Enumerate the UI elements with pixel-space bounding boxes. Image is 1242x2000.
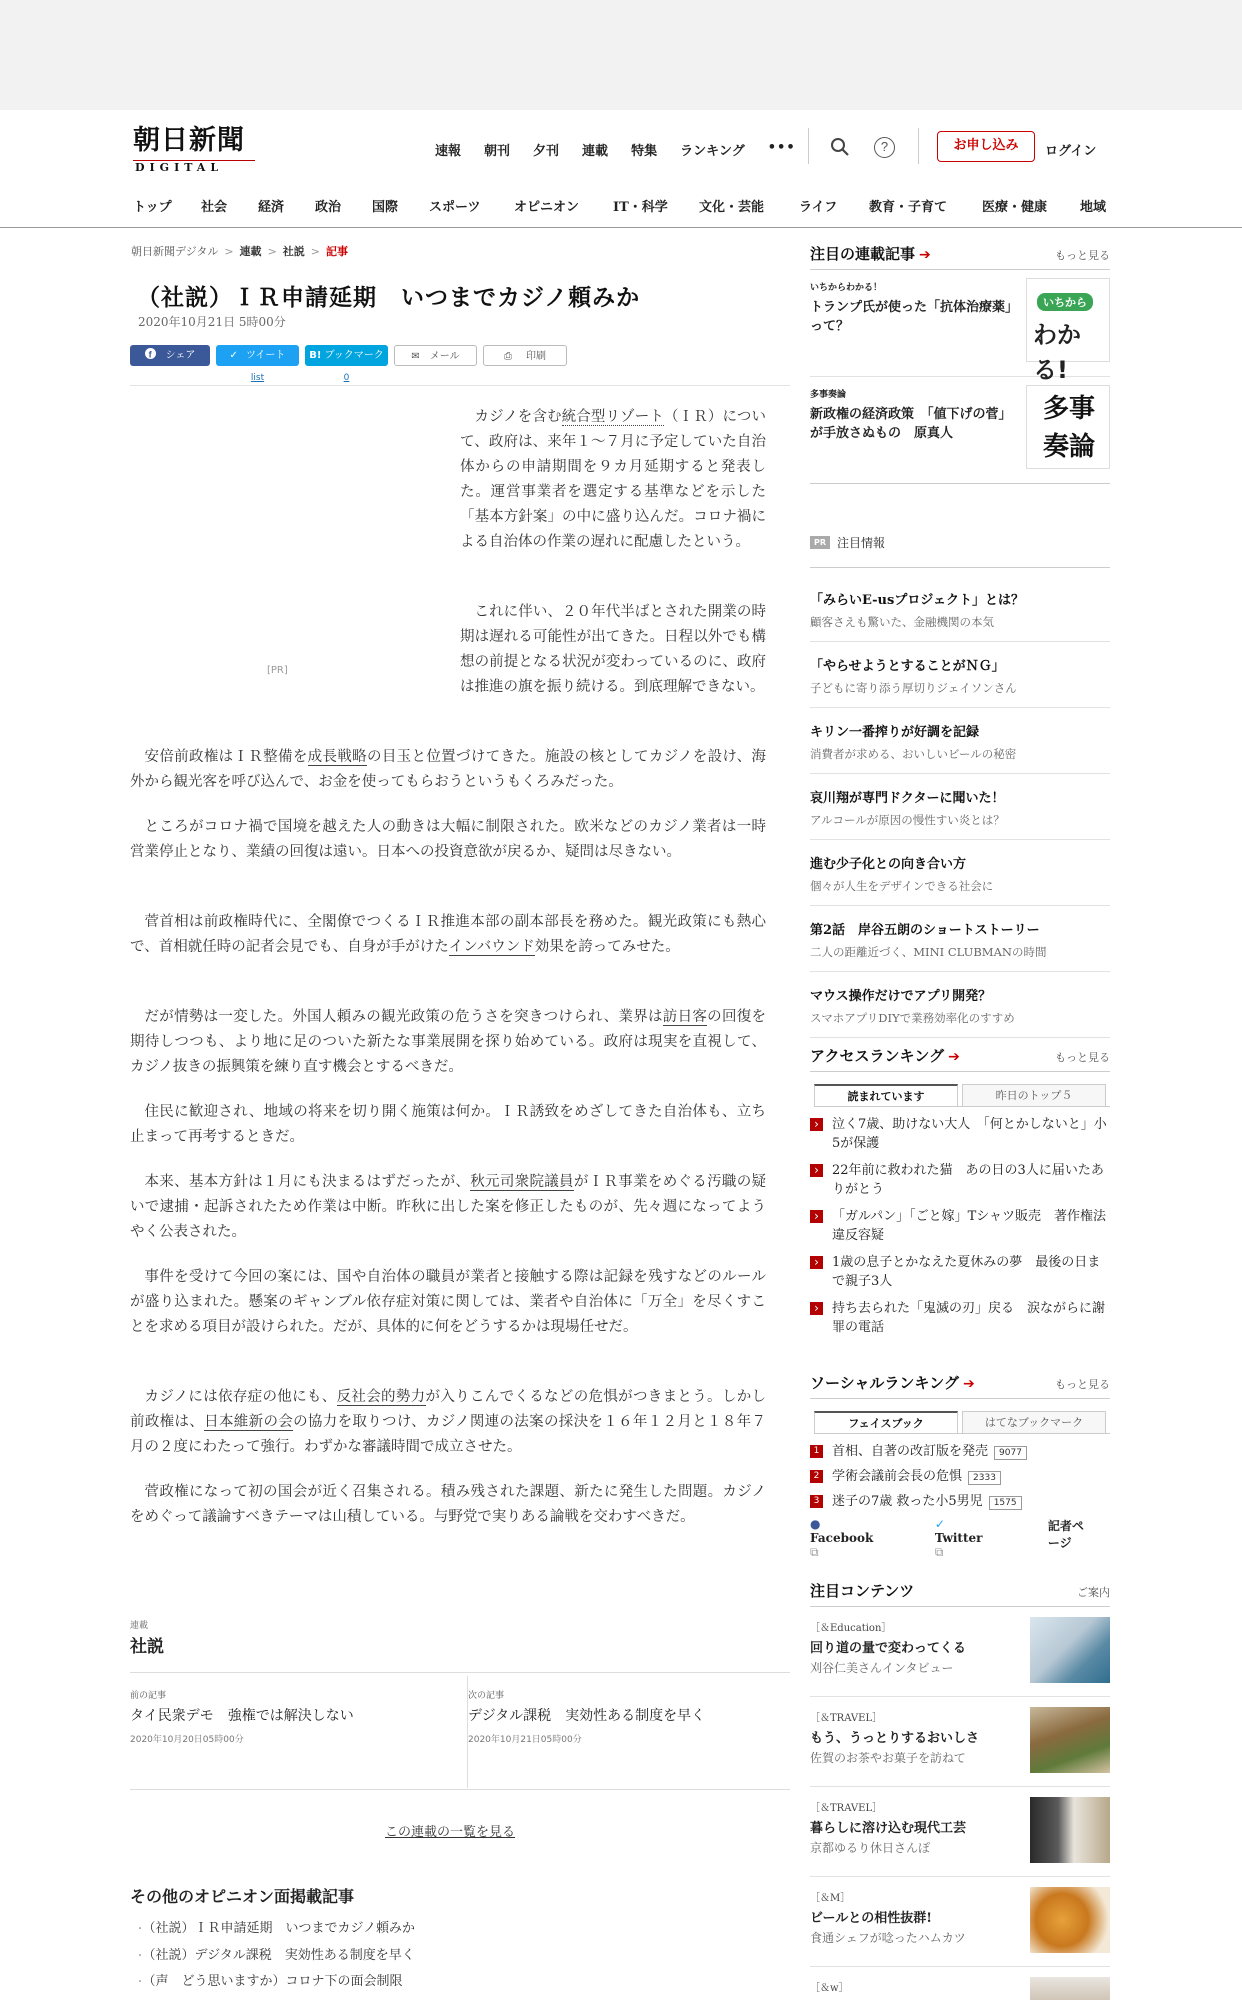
featured-more-link[interactable]: もっと見る (1055, 249, 1110, 262)
access-ranking-section (810, 1045, 1110, 1345)
access-ranking-list (810, 1115, 1110, 1337)
featured-contents-section (810, 1580, 1110, 2000)
category-culture[interactable]: 文化・芸能 (699, 200, 765, 215)
svg-text:f: f (148, 349, 152, 359)
list-item[interactable]: › 1歳の息子とかなえた夏休みの夢 最後の日まで親子3人 (810, 1253, 1110, 1291)
next-article-card[interactable]: 次の記事 デジタル課税 実効性ある制度を早く 2020年10月21日05時00分 (468, 1688, 798, 1745)
divider (130, 1789, 790, 1790)
keyword-link-visitors[interactable]: 訪日客 (662, 1009, 708, 1025)
topnav-item-tokushu[interactable]: 特集 (631, 144, 658, 159)
pr-item[interactable]: キリン一番搾りが好調を記録 消費者が求める、おいしいビールの秘密 (810, 708, 1110, 774)
category-health[interactable]: 医療・健康 (982, 200, 1048, 215)
external-link-icon: ⧉ (810, 1545, 819, 1559)
keyword-link-antisocial[interactable]: 反社会的勢力 (336, 1389, 426, 1405)
section-heading: ソーシャルランキング ➔ もっと見る (810, 1374, 1110, 1392)
social-ranking-list (810, 1442, 1110, 1511)
article-paragraph: ところがコロナ禍で国境を越えた人の動きは大幅に制限された。欧米などのカジノ業者は一時営業停止となり、業績の回復は遠い。日本への投資意欲が戻るか、疑問は尽きない。 (130, 819, 766, 860)
top-nav (435, 140, 819, 159)
topnav-item-rensai[interactable]: 連載 (582, 144, 609, 159)
hatena-bookmark-count[interactable]: 0 (343, 373, 350, 383)
pr-item[interactable]: 「みらいE-usプロジェクト」とは？ 顧客さえも驚いた、金融機関の本気 (810, 576, 1110, 642)
chevron-right-icon (810, 1256, 823, 1269)
list-item[interactable]: › 「ガルパン」「ごと嫁」Tシャツ販売 著作権法違反容疑 (810, 1207, 1110, 1245)
article-paragraph: 本来、基本方針は１月にも決まるはずだったが、秋元司衆院議員がＩＲ事業をめぐる汚職の疑いで逮捕・起訴されたため作業は中断。昨秋に出した案を修正したものが、先々週になってようやく公表された。 (130, 1174, 767, 1240)
print-button[interactable]: ⎙ 印刷 (483, 345, 567, 366)
social-ranking-section (810, 1372, 1110, 1560)
content-item[interactable]: ［＆M］ ビールとの相性抜群! 食通シェフが唸ったハムカツ (810, 1877, 1110, 1967)
keyword-link-ishin[interactable]: 日本維新の会 (204, 1414, 294, 1430)
content-item[interactable]: ［＆w］ (810, 1967, 1110, 2000)
keyword-link-growth[interactable]: 成長戦略 (307, 749, 368, 765)
tab-hatena-bookmark[interactable]: はてなブックマーク (962, 1411, 1106, 1433)
list-item[interactable]: › 22年前に救われた猫 あの日の3人に届いたありがとう (810, 1161, 1110, 1199)
social-ranking-tabs (814, 1411, 1110, 1434)
series-list-link[interactable]: この連載の一覧を見る (385, 1825, 516, 1840)
login-link[interactable]: ログイン (1045, 144, 1097, 159)
section-heading: アクセスランキング ➔ もっと見る (810, 1047, 1110, 1065)
article-paragraph: カジノには依存症の他にも、反社会的勢力が入りこんでくるなどの危惧がつきまとう。しかし前政権は、日本維新の会の協力を取りつけ、カジノ関連の法案の採決を１６年１２月と１８年７月の２度にわたって強行。わずかな審議時間で成立させた。 (130, 1389, 767, 1455)
category-keizai[interactable]: 経済 (258, 200, 285, 215)
content-thumbnail[interactable] (1030, 1617, 1110, 1683)
other-articles-list (135, 1916, 415, 1996)
keyword-link-akimoto[interactable]: 秋元司衆院議員 (470, 1174, 574, 1190)
series-label: 連載 (130, 1621, 149, 1631)
article-paragraph: カジノを含む統合型リゾート（ＩＲ）について、政府は、来年１～７月に予定していた自治体からの申請期間を９カ月延期すると発表した。運営事業者を選定する基準などを示した「基本方針案」の中に盛り込んだ。コロナ禍による自治体の作業の遅れに配慮したという。 (460, 409, 767, 550)
share-count-badge: 9077 (994, 1446, 1027, 1460)
social-account-links (810, 1517, 1110, 1560)
more-menu-button[interactable]: ••• (767, 140, 796, 155)
divider (130, 385, 790, 386)
chevron-right-icon (810, 1164, 823, 1177)
topnav-item-yukan[interactable]: 夕刊 (533, 144, 560, 159)
header-divider (808, 128, 809, 164)
share-count-badge: 2333 (968, 1471, 1001, 1485)
mail-share-button[interactable]: ✉ メール (394, 345, 477, 366)
category-opinion[interactable]: オピニオン (514, 200, 580, 215)
pr-item[interactable]: 「やらせようとすることがＮＧ」 子どもに寄り添う厚切りジェイソンさん (810, 642, 1110, 708)
content-thumbnail[interactable] (1030, 1887, 1110, 1953)
prev-article-card[interactable]: 前の記事 タイ民衆デモ 強権では解決しない 2020年10月20日05時00分 (130, 1688, 460, 1745)
category-nav (133, 196, 1120, 215)
reporter-page-link[interactable]: 記者ページ (1047, 1519, 1084, 1550)
hatena-bookmark-button[interactable]: B! ブックマーク 0 (305, 345, 388, 366)
facebook-share-button[interactable]: f シェア (130, 345, 210, 366)
article-paragraph: これに伴い、２０年代半ばとされた開業の時期は遅れる可能性が出てきた。日程以外でも構想の前提となる状況が変わっているのに、政府は推進の旗を振り続ける。到底理解できない。 (460, 604, 766, 695)
contents-guide-link[interactable]: ご案内 (1077, 1586, 1110, 1599)
facebook-icon: ● (810, 1517, 821, 1531)
pr-section (810, 534, 1110, 1038)
content-item[interactable]: ［＆Education］ 回り道の量で変わってくる 刈谷仁美さんインタビュー (810, 1607, 1110, 1697)
pr-item[interactable]: 哀川翔が専門ドクターに聞いた！ アルコールが原因の慢性すい炎とは？ (810, 774, 1110, 840)
keyword-link-ir[interactable]: 統合型リゾート (561, 409, 665, 425)
help-icon[interactable]: ? (874, 137, 895, 158)
tab-facebook[interactable]: フェイスブック (814, 1411, 958, 1433)
tab-most-read[interactable]: 読まれています (814, 1084, 958, 1106)
search-icon[interactable] (830, 137, 850, 157)
access-more-link[interactable]: もっと見る (1055, 1051, 1110, 1064)
list-item[interactable]: › 泣く7歳、助けない大人 「何とかしないと」小5が保護 (810, 1115, 1110, 1153)
category-sports[interactable]: スポーツ (429, 200, 481, 215)
pr-heading: PR 注目情報 (810, 534, 1110, 551)
twitter-share-count[interactable]: list (250, 373, 265, 383)
facebook-icon (145, 348, 156, 359)
list-item[interactable]: ・ （社説）ＩＲ申請延期 いつまでカジノ頼みか (135, 1916, 415, 1943)
section-heading: 注目コンテンツ ご案内 (810, 1582, 1110, 1600)
top-ad-banner (0, 0, 1242, 110)
chevron-right-icon (810, 1210, 823, 1223)
pr-item[interactable]: 第2話 岸谷五朗のショートストーリー 二人の距離近づく、MINI CLUBMANの時間 (810, 906, 1110, 972)
featured-series-section (810, 243, 1110, 484)
keyword-link-inbound[interactable]: インバウンド (448, 939, 535, 955)
article-paragraph: 菅首相は前政権時代に、全閣僚でつくるＩＲ推進本部の副本部長を務めた。観光政策にも熱心で、首相就任時の記者会見でも、自身が手がけたインバウンド効果を誇ってみせた。 (130, 914, 766, 955)
featured-item[interactable]: 多事奏論 新政権の経済政策 「値下げの菅」が手放さぬもの 原真人 多事奏論 (810, 377, 1110, 483)
ichikara-wakaru-thumbnail[interactable]: いちから わかる! (1026, 278, 1110, 362)
article-title: （社説）ＩＲ申請延期 いつまでカジノ頼みか (137, 284, 641, 311)
share-bar (130, 345, 573, 383)
article-paragraph: だが情勢は一変した。外国人頼みの観光政策の危うさを突きつけられ、業界は訪日客の回復を期待しつつも、より地に足のついた新たな事業展開を探り始めている。政府は現実を直視して、カジノ抜きの振興策を練り直す機会とするべきだ。 (130, 1009, 767, 1075)
pr-badge: PR (810, 536, 830, 549)
divider (810, 483, 1110, 484)
divider (130, 1672, 790, 1673)
content-thumbnail[interactable] (1030, 1707, 1110, 1773)
list-item[interactable]: ・ （声 どう思いますか）コロナ下の面会制限 (135, 1969, 415, 1996)
content-thumbnail[interactable] (1030, 1797, 1110, 1863)
breadcrumb: 朝日新聞デジタル > 連載 > 社説 > 記事 (131, 245, 348, 258)
ad-pr-label: [PR] (267, 665, 288, 676)
twitter-icon: ✓ (229, 350, 238, 361)
print-icon: ⎙ (504, 351, 512, 362)
divider (810, 1398, 1110, 1399)
chevron-right-icon (810, 1118, 823, 1131)
other-articles-heading: その他のオピニオン面掲載記事 (130, 1887, 355, 1906)
divider (810, 1071, 1110, 1072)
list-item[interactable]: 1 首相、自著の改訂版を発売 9077 (810, 1442, 1110, 1461)
article-paragraph: 住民に歓迎され、地域の将来を切り開く施策は何か。ＩＲ誘致をめざしてきた自治体も、立ち止まって再考するときだ。 (130, 1104, 766, 1145)
list-item[interactable]: › 持ち去られた「鬼滅の刃」戻る 涙ながらに謝罪の電話 (810, 1299, 1110, 1337)
twitter-share-button[interactable]: ✓ ツイート list (216, 345, 299, 366)
category-it-science[interactable]: IT・科学 (613, 200, 668, 215)
social-more-link[interactable]: もっと見る (1055, 1378, 1110, 1391)
list-item[interactable]: ・ （社説）デジタル課税 実効性ある制度を早く (135, 1943, 415, 1970)
access-ranking-tabs (814, 1084, 1110, 1107)
breadcrumb-series[interactable]: 連載 (239, 245, 262, 258)
content-thumbnail[interactable] (1030, 1977, 1110, 2000)
tajisouron-thumbnail[interactable]: 多事奏論 (1026, 385, 1110, 469)
category-education[interactable]: 教育・子育て (869, 200, 948, 215)
list-item[interactable]: 3 迷子の7歳 救った小5男児 1575 (810, 1492, 1110, 1511)
breadcrumb-current: 記事 (326, 245, 348, 258)
site-logo[interactable]: 朝日新聞 DIGITAL (133, 126, 263, 176)
article-paragraph: 事件を受けて今回の案には、国や自治体の職員が業者と接触する際は記録を残すなどのルールが盛り込まれた。懸案のギャンブル依存症対策に関しては、業者や自治体に「万全」を尽くすことを求める項目が設けられた。だが、具体的に何をどうするかは現場任せだ。 (130, 1269, 766, 1335)
topnav-item-sokuho[interactable]: 速報 (435, 144, 462, 159)
breadcrumb-shasetsu[interactable]: 社説 (282, 245, 305, 258)
mail-icon: ✉ (411, 351, 420, 362)
topnav-item-ranking[interactable]: ランキング (680, 144, 745, 159)
pr-item[interactable]: マウス操作だけでアプリ開発？ スマホアプリDIYで業務効率化のすすめ (810, 972, 1110, 1038)
arrow-right-icon: ➔ (962, 1376, 975, 1392)
pr-item[interactable]: 進む少子化との向き合い方 個々が人生をデザインできる社会に (810, 840, 1110, 906)
article-paragraph: 菅政権になって初の国会が近く召集される。積み残された課題、新たに発生した問題。カジノをめぐって議論すべきテーマは山積している。与野党で実りある論戦を交わすべきだ。 (130, 1484, 766, 1525)
external-link-icon: ⧉ (934, 1545, 944, 1559)
share-count-badge: 1575 (989, 1496, 1022, 1510)
chevron-right-icon (810, 1302, 823, 1315)
inline-ad[interactable] (130, 403, 430, 703)
series-name[interactable]: 社説 (130, 1637, 164, 1657)
topnav-item-choukan[interactable]: 朝刊 (484, 144, 511, 159)
content-item[interactable]: ［＆TRAVEL］ 暮らしに溶け込む現代工芸 京都ゆるり休日さんぽ (810, 1787, 1110, 1877)
prev-article-title[interactable]: タイ民衆デモ 強権では解決しない (130, 1708, 354, 1724)
twitter-icon: ✓ (934, 1517, 945, 1531)
breadcrumb-home[interactable]: 朝日新聞デジタル (131, 245, 219, 258)
category-life[interactable]: ライフ (799, 200, 838, 215)
section-heading: 注目の連載記事 ➔ もっと見る (810, 245, 1110, 263)
facebook-account-link[interactable]: ● Facebook ⧉ (810, 1517, 874, 1559)
category-seiji[interactable]: 政治 (315, 200, 342, 215)
article-date: 2020年10月21日 5時00分 (138, 315, 286, 329)
category-region[interactable]: 地域 (1080, 200, 1107, 215)
tab-yesterday-top5[interactable]: 昨日のトップ５ (962, 1084, 1106, 1106)
header-divider (918, 128, 919, 164)
hatena-icon: B! (309, 350, 322, 361)
content-item[interactable]: ［＆TRAVEL］ もう、うっとりするおいしさ 佐賀のお茶やお菓子を訪ねて (810, 1697, 1110, 1787)
category-shakai[interactable]: 社会 (201, 200, 228, 215)
subscribe-button[interactable]: お申し込み (937, 131, 1035, 162)
site-header (0, 110, 1242, 228)
featured-item[interactable]: いちからわかる！ トランプ氏が使った「抗体治療薬」って？ いちから わかる! (810, 270, 1110, 376)
arrow-right-icon: ➔ (948, 1049, 960, 1065)
arrow-right-icon: ➔ (919, 247, 931, 263)
twitter-account-link[interactable]: ✓ Twitter ⧉ (934, 1517, 983, 1559)
list-item[interactable]: 2 学術会議前会長の危惧 2333 (810, 1467, 1110, 1486)
category-kokusai[interactable]: 国際 (372, 200, 399, 215)
category-top[interactable]: トップ (133, 200, 172, 215)
article-paragraph: 安倍前政権はＩＲ整備を成長戦略の目玉と位置づけてきた。施設の核としてカジノを設け、海外から観光客を呼び込んで、お金を使ってもらおうというもくろみだった。 (130, 749, 767, 790)
next-article-title[interactable]: デジタル課税 実効性ある制度を早く (468, 1708, 706, 1724)
